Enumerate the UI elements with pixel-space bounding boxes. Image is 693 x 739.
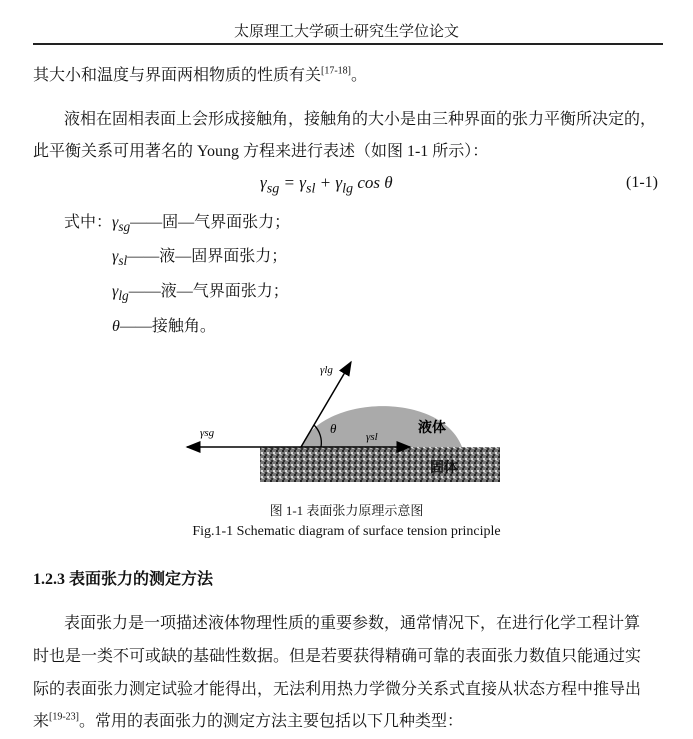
label-solid: 固体: [430, 461, 458, 476]
equation: $\gamma_{sg} = \gamma_{sl} + \gamma_{lg}$ cos θ: [260, 173, 393, 197]
running-header: 太原理工大学硕士研究生学位论文: [233, 24, 459, 40]
paragraph-line: 际的表面张力测定试验才能得出，无法利用热力学微分关系式直接从状态方程中推导出: [33, 681, 642, 698]
section-heading: 1.2.3 表面张力的测定方法: [33, 571, 214, 588]
label-sl: γsl: [366, 431, 378, 443]
definition-item: $\gamma_{sl}——$液—固界面张力；: [112, 248, 288, 269]
definition-lead: 式中：: [64, 214, 113, 231]
label-theta: θ: [330, 421, 337, 436]
citation: [17-18]: [321, 65, 352, 77]
label-liquid: 液体: [418, 421, 446, 436]
definition-item: θ——接触角。: [112, 318, 216, 335]
definition-item: $\gamma_{sg}——$固—气界面张力；: [112, 214, 291, 235]
label-lg: γlg: [320, 364, 333, 376]
definition-item: $\gamma_{lg}——$液—气界面张力；: [112, 283, 289, 304]
text: 其大小和温度与界面两相物质的性质有关: [33, 67, 322, 84]
paragraph-line: 时也是一类不可或缺的基础性数据。但是若要获得精确可靠的表面张力数值只能通过实: [33, 648, 642, 665]
figure-caption-cn: 图 1-1 表面张力原理示意图: [269, 503, 424, 518]
citation: [19-23]: [49, 711, 80, 723]
label-sg: γsg: [200, 427, 215, 439]
paragraph-line: 表面张力是一项描述液体物理性质的重要参数，通常情况下，在进行化学工程计算: [64, 615, 641, 632]
figure-caption-en: Fig.1-1 Schematic diagram of surface tension principle: [192, 524, 501, 539]
paragraph-line: 来[19-23]。常用的表面张力的测定方法主要包括以下几种类型：: [33, 711, 464, 730]
paragraph-line: 液相在固相表面上会形成接触角，接触角的大小是由三种界面的张力平衡所决定的，: [64, 111, 657, 128]
solid-substrate: [260, 447, 500, 482]
equation-number: (1-1): [626, 174, 658, 191]
paragraph-line: 此平衡关系可用著名的 Young 方程来进行表述（如图 1-1 所示）：: [33, 143, 489, 160]
text: 。: [351, 67, 368, 84]
